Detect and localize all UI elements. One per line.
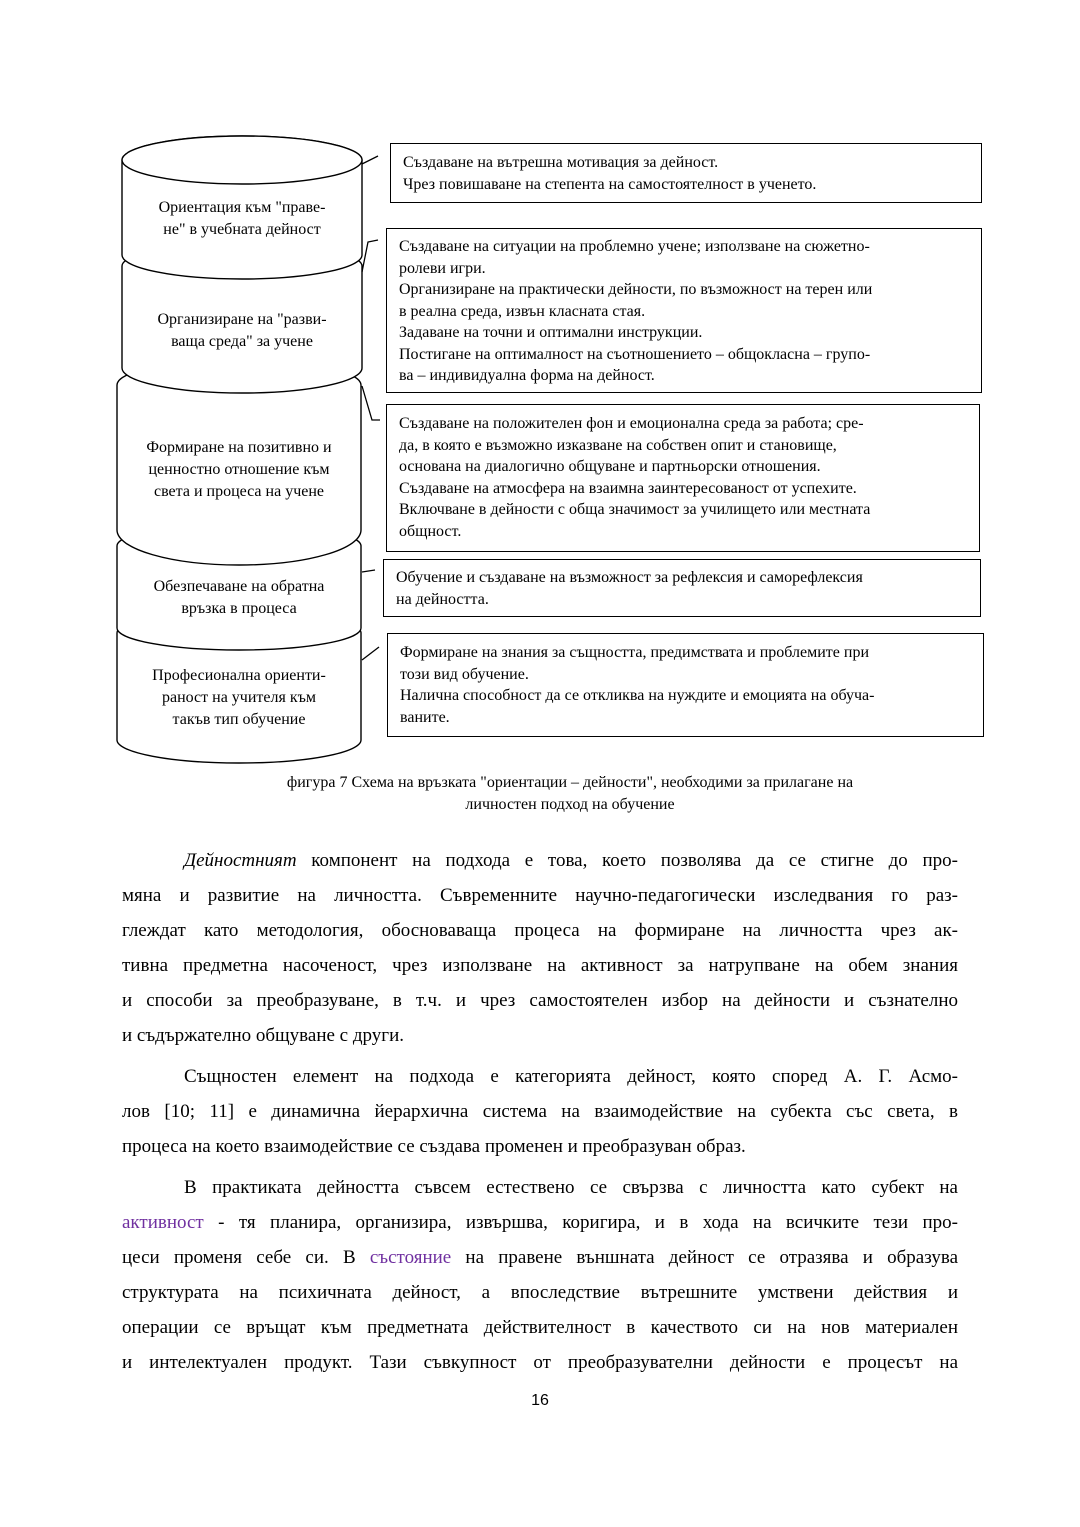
box-5-line: Налична способност да се откликва на нуждите и емоцията на обуча-: [400, 687, 875, 704]
text-line: мяна и развитие на личността. Съвременните научно-педагогически изследвания го раз-: [122, 885, 958, 906]
box-1: [390, 143, 982, 203]
box-4: [383, 559, 981, 617]
box-3-line: Създаване на атмосфера на взаимна заинтересованост от успехите.: [399, 479, 857, 497]
box-2-line: Задаване на точни и оптимални инструкции.: [399, 324, 703, 341]
box-5-line: Формиране на знания за същността, предимствата и проблемите при: [400, 644, 869, 661]
link-activity[interactable]: активност: [122, 1212, 204, 1233]
figure-caption: [120, 772, 1020, 816]
text-line: структурата на психичната дейност, а впоследствие вътрешните умствени действия и: [122, 1282, 958, 1303]
text-line: лов [10; 11] е динамична йерархична система на взаимодействие на субекта със света, в: [122, 1101, 958, 1122]
box-3: [386, 404, 980, 552]
box-1-line: Чрез повишаване на степента на самостоятелност в ученето.: [403, 175, 817, 193]
cylinder-3-label: Формиране на позитивно и ценностно отношение към света и процеса на учене: [146, 439, 332, 500]
text-line: Същностен елемент на подхода е категорията дейност, която според А. Г. Асмо-: [184, 1066, 958, 1087]
paragraph-1: [122, 843, 958, 1053]
box-5: [387, 633, 984, 737]
cylinder-1-label: Ориентация към "праве- не" в учебната дейност: [158, 199, 326, 238]
text-line: Дейностният компонент на подхода е това, което позволява да се стигне до про-: [184, 850, 958, 871]
paragraph-3: [122, 1170, 958, 1380]
box-2-line: ролеви игри.: [399, 259, 486, 277]
connector-1: [362, 156, 378, 164]
box-1-line: Създаване на вътрешна мотивация за дейност.: [403, 154, 719, 171]
page-number: 16: [531, 1392, 549, 1409]
caption-line: личностен подход на обучение: [465, 796, 675, 813]
cylinder-4-label: Обезпечаване на обратна връзка в процеса: [153, 578, 325, 617]
text-line: операции се връщат към предметната действителност в качеството си на нов материален: [122, 1317, 958, 1338]
connector-4: [362, 570, 375, 572]
box-2: [386, 228, 982, 393]
box-4-line: на дейността.: [396, 590, 489, 608]
emphasis-term: Дейностният: [184, 850, 297, 871]
box-3-line: да, в която е възможно изказване на собствен опит и становище,: [399, 436, 837, 454]
text-line: процеса на което взаимодействие се създава променен и преобразуван образ.: [122, 1136, 746, 1157]
box-2-line: Постигане на оптималност на съотношението – общокласна – групо-: [399, 345, 871, 363]
text-line: активност - тя планира, организира, извършва, коригира, и в хода на всичките тези про-: [122, 1212, 958, 1233]
box-3-line: общност.: [399, 522, 462, 540]
box-5-line: ваните.: [400, 708, 450, 726]
text-line: и интелектуален продукт. Тази съвкупност от преобразувателни дейности е процесът на: [122, 1352, 958, 1373]
box-3-line: Създаване на положителен фон и емоционална среда за работа; сре-: [399, 415, 864, 432]
box-2-line: ва – индивидуална форма на дейност.: [399, 367, 655, 384]
text-line: и способи за преобразуване, в т.ч. и чрез самостоятелен избор на дейности и съзнателно: [122, 990, 958, 1011]
text-line: и съдържателно общуване с други.: [122, 1025, 404, 1046]
box-2-line: Създаване на ситуации на проблемно учене; използване на сюжетно-: [399, 238, 870, 255]
text-line: В практиката дейността съвсем естествено се свързва с личността като субект на: [184, 1177, 958, 1198]
cylinder-5-label: Професионална ориенти- раност на учителя към такъв тип обучение: [152, 667, 326, 728]
caption-line: фигура 7 Схема на връзката "ориентации – дейности", необходими за прилагане на: [286, 774, 854, 791]
text-line: цеси променя себе си. В състояние на правене външната дейност се отразява и образува: [122, 1247, 958, 1268]
connector-2: [362, 240, 378, 272]
box-4-line: Обучение и създаване на възможност за рефлексия и саморефлексия: [396, 569, 863, 586]
link-state[interactable]: състояние: [369, 1247, 452, 1268]
text-line: тивна предметна насоченост, чрез използване на активност за натрупване на обем знания: [122, 955, 958, 976]
text-line: глеждат като методология, обосноваваща процеса на формиране на личността чрез ак-: [122, 920, 958, 941]
box-5-line: този вид обучение.: [400, 665, 529, 683]
box-2-line: в реална среда, извън класната стая.: [399, 302, 646, 320]
box-3-line: Включване в дейности с обща значимост за училището или местната: [399, 501, 871, 518]
body-text: [122, 843, 958, 1380]
paragraph-2: [122, 1059, 958, 1164]
box-3-line: основана на диалогично общуване и партньорски отношения.: [399, 458, 821, 475]
connector-3: [362, 386, 380, 420]
connector-5: [362, 647, 379, 660]
box-2-line: Организиране на практически дейности, по възможност на терен или: [399, 281, 873, 298]
cylinder-2-label: Организиране на "разви- ваща среда" за учене: [157, 311, 327, 350]
cylinder-1-top: [122, 136, 362, 184]
